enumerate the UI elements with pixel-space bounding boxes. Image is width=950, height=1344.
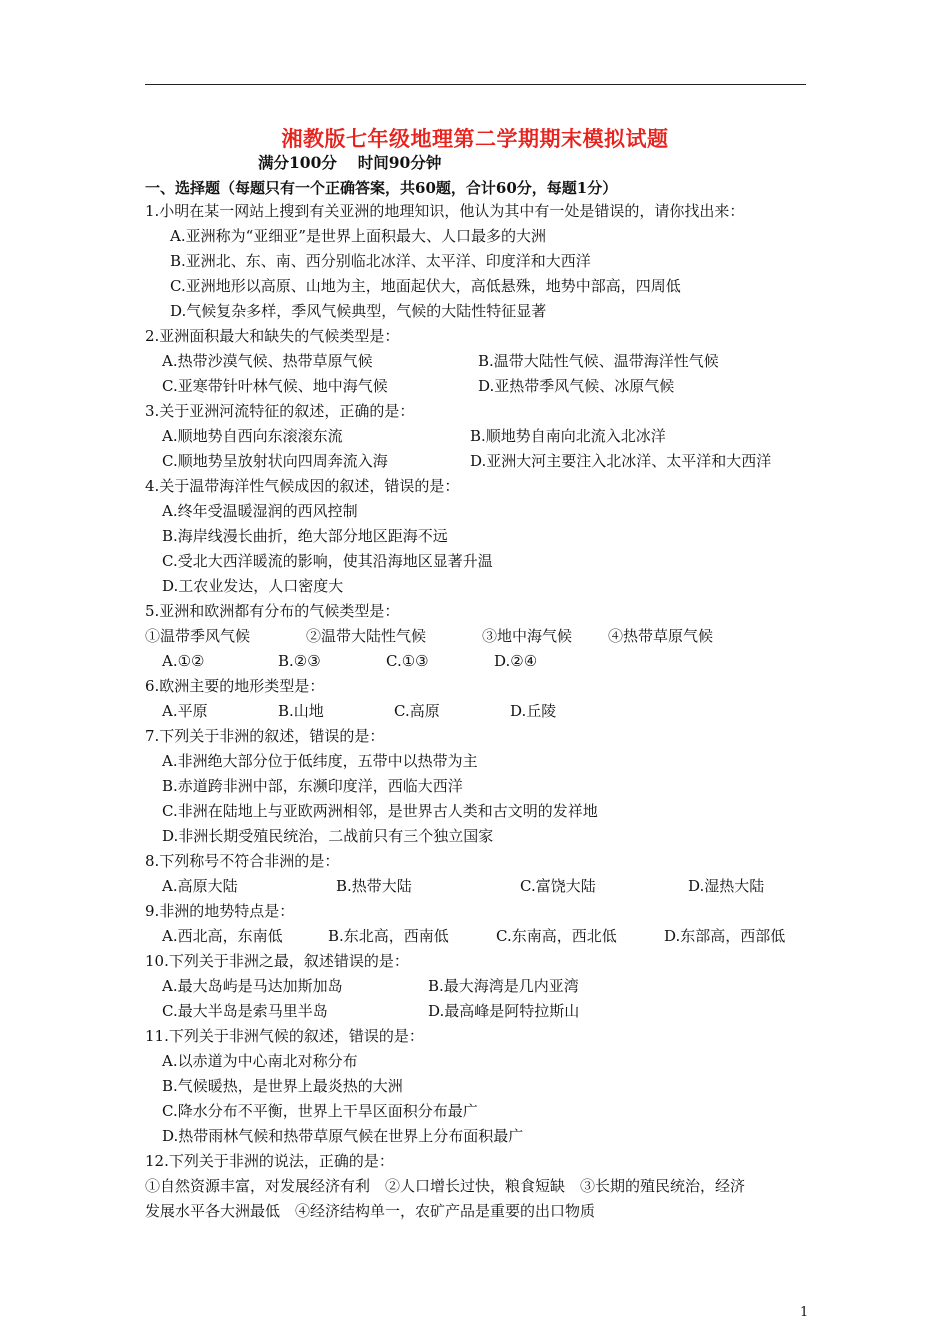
question-option: C.最大半岛是索马里半岛 (162, 1002, 328, 1020)
question-option: B.东北高，西南低 (328, 927, 449, 945)
header-rule (145, 84, 806, 85)
question-option: B.②③ (278, 652, 321, 670)
question-option: C.降水分布不平衡，世界上干旱区面积分布最广 (162, 1102, 478, 1120)
question-stem: 11.下列关于非洲气候的叙述，错误的是： (145, 1027, 424, 1045)
exam-info: 满分100分 时间90分钟 (258, 153, 442, 172)
question-stem: 3.关于亚洲河流特征的叙述，正确的是： (145, 402, 415, 420)
question-stem: 12.下列关于非洲的说法，正确的是： (145, 1152, 394, 1170)
question-option: B.亚洲北、东、南、西分别临北冰洋、太平洋、印度洋和大西洋 (170, 252, 591, 270)
question-option: B.顺地势自南向北流入北冰洋 (470, 427, 666, 445)
question-option: C.富饶大陆 (520, 877, 596, 895)
question-item: ②温带大陆性气候 (306, 627, 427, 645)
question-option: D.工农业发达，人口密度大 (162, 577, 344, 595)
question-option: B.山地 (278, 702, 324, 720)
question-option: A.①② (162, 652, 205, 670)
question-option: B.温带大陆性气候、温带海洋性气候 (478, 352, 719, 370)
page-number: 1 (800, 1305, 809, 1320)
question-statement: ①自然资源丰富，对发展经济有利 ②人口增长过快，粮食短缺 ③长期的殖民统治，经济 (145, 1177, 746, 1195)
question-option: B.赤道跨非洲中部，东濒印度洋，西临大西洋 (162, 777, 463, 795)
question-option: B.海岸线漫长曲折，绝大部分地区距海不远 (162, 527, 448, 545)
question-stem: 7.下列关于非洲的叙述，错误的是： (145, 727, 385, 745)
question-stem: 9.非洲的地势特点是： (145, 902, 295, 920)
question-option: D.非洲长期受殖民统治，二战前只有三个独立国家 (162, 827, 494, 845)
question-item: ④热带草原气候 (608, 627, 714, 645)
question-option: C.顺地势呈放射状向四周奔流入海 (162, 452, 388, 470)
question-option: C.高原 (394, 702, 440, 720)
question-option: D.亚热带季风气候、冰原气候 (478, 377, 675, 395)
question-option: D.最高峰是阿特拉斯山 (428, 1002, 580, 1020)
question-stem: 8.下列称号不符合非洲的是： (145, 852, 340, 870)
question-stem: 5.亚洲和欧洲都有分布的气候类型是： (145, 602, 400, 620)
question-option: B.气候暖热，是世界上最炎热的大洲 (162, 1077, 403, 1095)
question-stem: 4.关于温带海洋性气候成因的叙述，错误的是： (145, 477, 460, 495)
question-item: ③地中海气候 (482, 627, 573, 645)
question-option: D.丘陵 (510, 702, 557, 720)
question-stem: 6.欧洲主要的地形类型是： (145, 677, 325, 695)
question-option: C.亚洲地形以高原、山地为主，地面起伏大，高低悬殊，地势中部高，四周低 (170, 277, 681, 295)
question-option: A.顺地势自西向东滚滚东流 (162, 427, 343, 445)
question-option: D.东部高，西部低 (664, 927, 786, 945)
question-stem: 10.下列关于非洲之最，叙述错误的是： (145, 952, 409, 970)
question-stem: 2.亚洲面积最大和缺失的气候类型是： (145, 327, 400, 345)
question-option: D.热带雨林气候和热带草原气候在世界上分布面积最广 (162, 1127, 524, 1145)
question-option: A.以赤道为中心南北对称分布 (162, 1052, 358, 1070)
question-option: C.受北大西洋暖流的影响，使其沿海地区显著升温 (162, 552, 493, 570)
question-stem: 1.小明在某一网站上搜到有关亚洲的地理知识，他认为其中有一处是错误的，请你找出来： (145, 202, 745, 220)
question-option: A.高原大陆 (162, 877, 238, 895)
question-option: D.气候复杂多样，季风气候典型，气候的大陆性特征显著 (170, 302, 547, 320)
question-option: A.最大岛屿是马达加斯加岛 (162, 977, 343, 995)
question-option: B.最大海湾是几内亚湾 (428, 977, 579, 995)
question-option: C.亚寒带针叶林气候、地中海气候 (162, 377, 388, 395)
question-option: D.亚洲大河主要注入北冰洋、太平洋和大西洋 (470, 452, 772, 470)
question-option: B.热带大陆 (336, 877, 412, 895)
question-statement: 发展水平各大洲最低 ④经济结构单一，农矿产品是重要的出口物质 (145, 1202, 596, 1220)
question-option: C.①③ (386, 652, 429, 670)
question-item: ①温带季风气候 (145, 627, 251, 645)
page-title: 湘教版七年级地理第二学期期末模拟试题 (281, 126, 669, 151)
question-option: C.非洲在陆地上与亚欧两洲相邻，是世界古人类和古文明的发祥地 (162, 802, 598, 820)
question-option: D.②④ (494, 652, 538, 670)
question-option: A.终年受温暖湿润的西风控制 (162, 502, 358, 520)
question-option: A.亚洲称为“亚细亚”是世界上面积最大、人口最多的大洲 (170, 227, 546, 245)
question-option: A.热带沙漠气候、热带草原气候 (162, 352, 373, 370)
question-option: A.西北高，东南低 (162, 927, 283, 945)
question-option: A.非洲绝大部分位于低纬度，五带中以热带为主 (162, 752, 478, 770)
question-option: A.平原 (162, 702, 208, 720)
question-option: C.东南高，西北低 (496, 927, 617, 945)
section-heading: 一、选择题（每题只有一个正确答案，共60题，合计60分，每题1分） (145, 179, 618, 197)
question-option: D.湿热大陆 (688, 877, 765, 895)
